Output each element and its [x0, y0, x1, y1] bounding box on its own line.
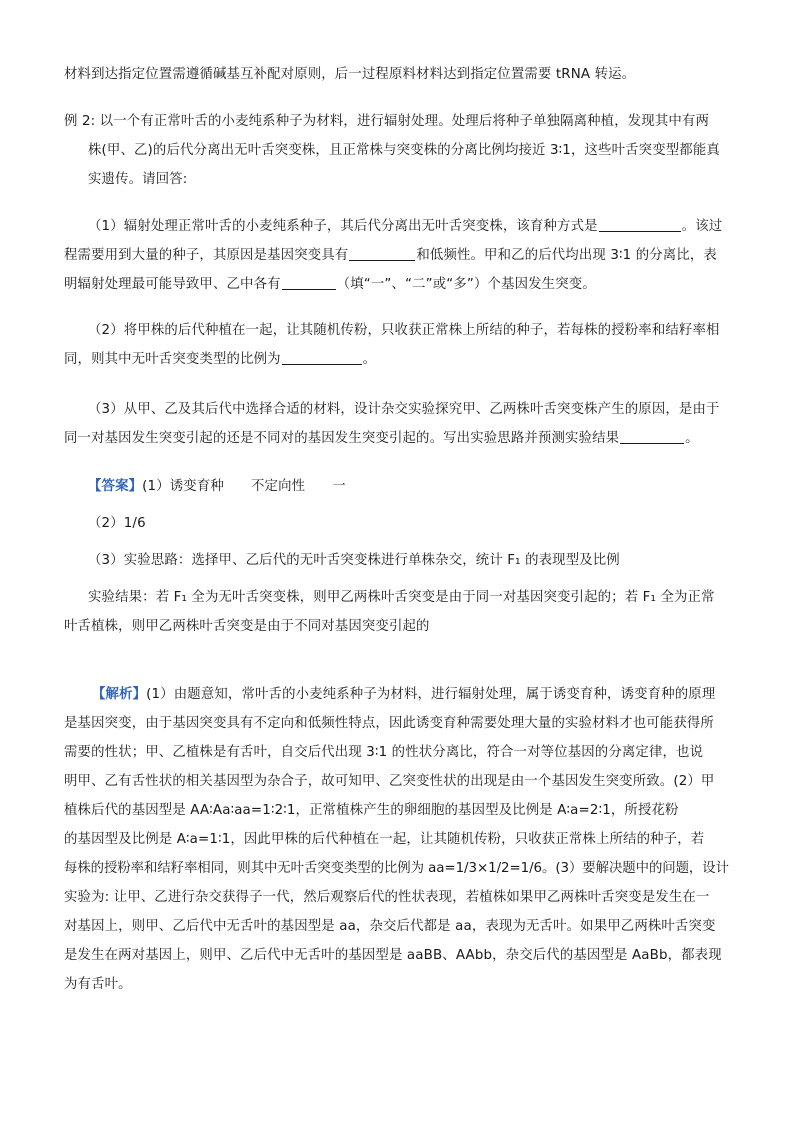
q1-text-c: 程需要用到大量的种子，其原因是基因突变具有 [64, 248, 349, 263]
intro-paragraph [64, 60, 732, 89]
question-3-line-2 [64, 424, 732, 453]
question-1-line-1 [64, 212, 732, 241]
question-3-line-1: （3）从甲、乙及其后代中选择合适的材料，设计杂交实验探究甲、乙两株叶舌突变株产生的原因，是由于 [88, 402, 720, 417]
example-question [64, 107, 732, 194]
analysis-line-7: 每株的授粉率和结籽率相同，则其中无叶舌突变类型的比例为 aa=1/3×1/2=1/6。(3）要解决题中的问题，设计 [64, 861, 729, 876]
question-1-line-2 [64, 241, 732, 270]
analysis-line-4: 明甲、乙有舌性状的相关基因型为杂合子，故可知甲、乙突变性状的出现是由一个基因发生突变所致。(2）甲 [64, 774, 715, 789]
answer-blank-1 [599, 217, 681, 232]
analysis-text-1: (1）由题意知，常叶舌的小麦纯系种子为材料，进行辐射处理，属于诱变育种，诱变育种的原理 [146, 687, 716, 702]
question-1-line-3 [64, 270, 732, 299]
answer-blank-5 [620, 429, 684, 444]
analysis-tag: 【解析】 [92, 687, 147, 702]
question-2 [64, 316, 732, 374]
answer-line-1 [64, 472, 732, 501]
answer-blank-4 [282, 350, 362, 365]
analysis-section [64, 680, 732, 999]
analysis-line-11: 为有舌叶。 [64, 977, 132, 992]
analysis-line-2: 是基因突变，由于基因突变具有不定向和低频性特点，因此诱变育种需要处理大量的实验材料才也可能获得所 [64, 716, 714, 731]
q2-text-b: 。 [362, 352, 377, 367]
example-line-1: 例 2: 以一个有正常叶舌的小麦纯系种子为材料，进行辐射处理。处理后将种子单独隔离种植，发现其中有两 [64, 114, 710, 129]
q1-text-e: 明辐射处理最可能导致甲、乙中各有 [64, 277, 281, 292]
answer-line-2: （2）1/6 [88, 516, 146, 531]
example-line-3: 实遗传。请回答: [88, 172, 188, 187]
answer-line-5: 叶舌植株，则甲乙两株叶舌突变是由于不同对基因突变引起的 [64, 619, 430, 634]
answer-line-3: （3）实验思路：选择甲、乙后代的无叶舌突变株进行单株杂交，统计 F₁ 的表现型及比例 [88, 553, 620, 568]
q2-text-a: 同，则其中无叶舌突变类型的比例为 [64, 352, 281, 367]
answer-blank-3 [282, 275, 336, 290]
analysis-line-3: 需要的性状；甲、乙植株是有舌叶，自交后代出现 3∶1 的性状分离比，符合一对等位基因的分离定律，也说 [64, 745, 704, 760]
analysis-line-10: 是发生在两对基因上，则甲、乙后代中无舌叶的基因型是 aaBB、AAbb，杂交后代的基因型是 AaBb，都表现 [64, 948, 722, 963]
answer-text-1: (1）诱变育种 不定向性 一 [142, 479, 346, 494]
analysis-line-9: 对基因上，则甲、乙后代中无舌叶的基因型是 aa，杂交后代都是 aa，表现为无舌叶。如果甲乙两株叶舌突变 [64, 919, 716, 934]
question-2-line-1: （2）将甲株的后代种植在一起，让其随机传粉，只收获正常株上所结的种子，若每株的授粉率和结籽率相 [88, 323, 720, 338]
analysis-line-6: 的基因型及比例是 A∶a=1∶1，因此甲株的后代种植在一起，让其随机传粉，只收获正常株上所结的种子，若 [64, 832, 705, 847]
answer-section [64, 472, 732, 641]
answer-line-4: 实验结果：若 F₁ 全为无叶舌突变株，则甲乙两株叶舌突变是由于同一对基因突变引起的；若 F₁ 全为正常 [88, 590, 715, 605]
analysis-line-8: 实验为: 让甲、乙进行杂交获得子一代，然后观察后代的性状表现，若植株如果甲乙两株叶舌突变是发生在一 [64, 890, 710, 905]
answer-tag: 【答案】 [88, 479, 143, 494]
analysis-line-5: 植株后代的基因型是 AA∶Aa∶aa=1∶2∶1，正常植株产生的卵细胞的基因型及比例是 A∶a=2∶1，所授花粉 [64, 803, 679, 818]
example-line-2: 株(甲、乙)的后代分离出无叶舌突变株，且正常株与突变株的分离比例均接近 3∶1，这些叶舌突变型都能真 [88, 143, 720, 158]
q1-text-a: （1）辐射处理正常叶舌的小麦纯系种子，其后代分离出无叶舌突变株，该育种方式是 [88, 219, 598, 234]
q3-text-b: 。 [685, 431, 699, 446]
q1-text-b: 。该过 [681, 219, 723, 234]
answer-blank-2 [349, 246, 415, 261]
analysis-line-1 [64, 680, 732, 709]
intro-line: 材料到达指定位置需遵循碱基互补配对原则，后一过程原料材料达到指定位置需要 tRNA 转运。 [64, 67, 636, 82]
q3-text-a: 同一对基因发生突变引起的还是不同对的基因发生突变引起的。写出实验思路并预测实验结果 [64, 431, 620, 446]
q1-text-d: 和低频性。甲和乙的后代均出现 3∶1 的分离比，表 [416, 248, 717, 263]
q1-text-f: （填“一”、“二”或“多”）个基因发生突变。 [336, 277, 596, 292]
question-3 [64, 395, 732, 453]
question-1 [64, 212, 732, 299]
question-2-line-2 [64, 345, 732, 374]
